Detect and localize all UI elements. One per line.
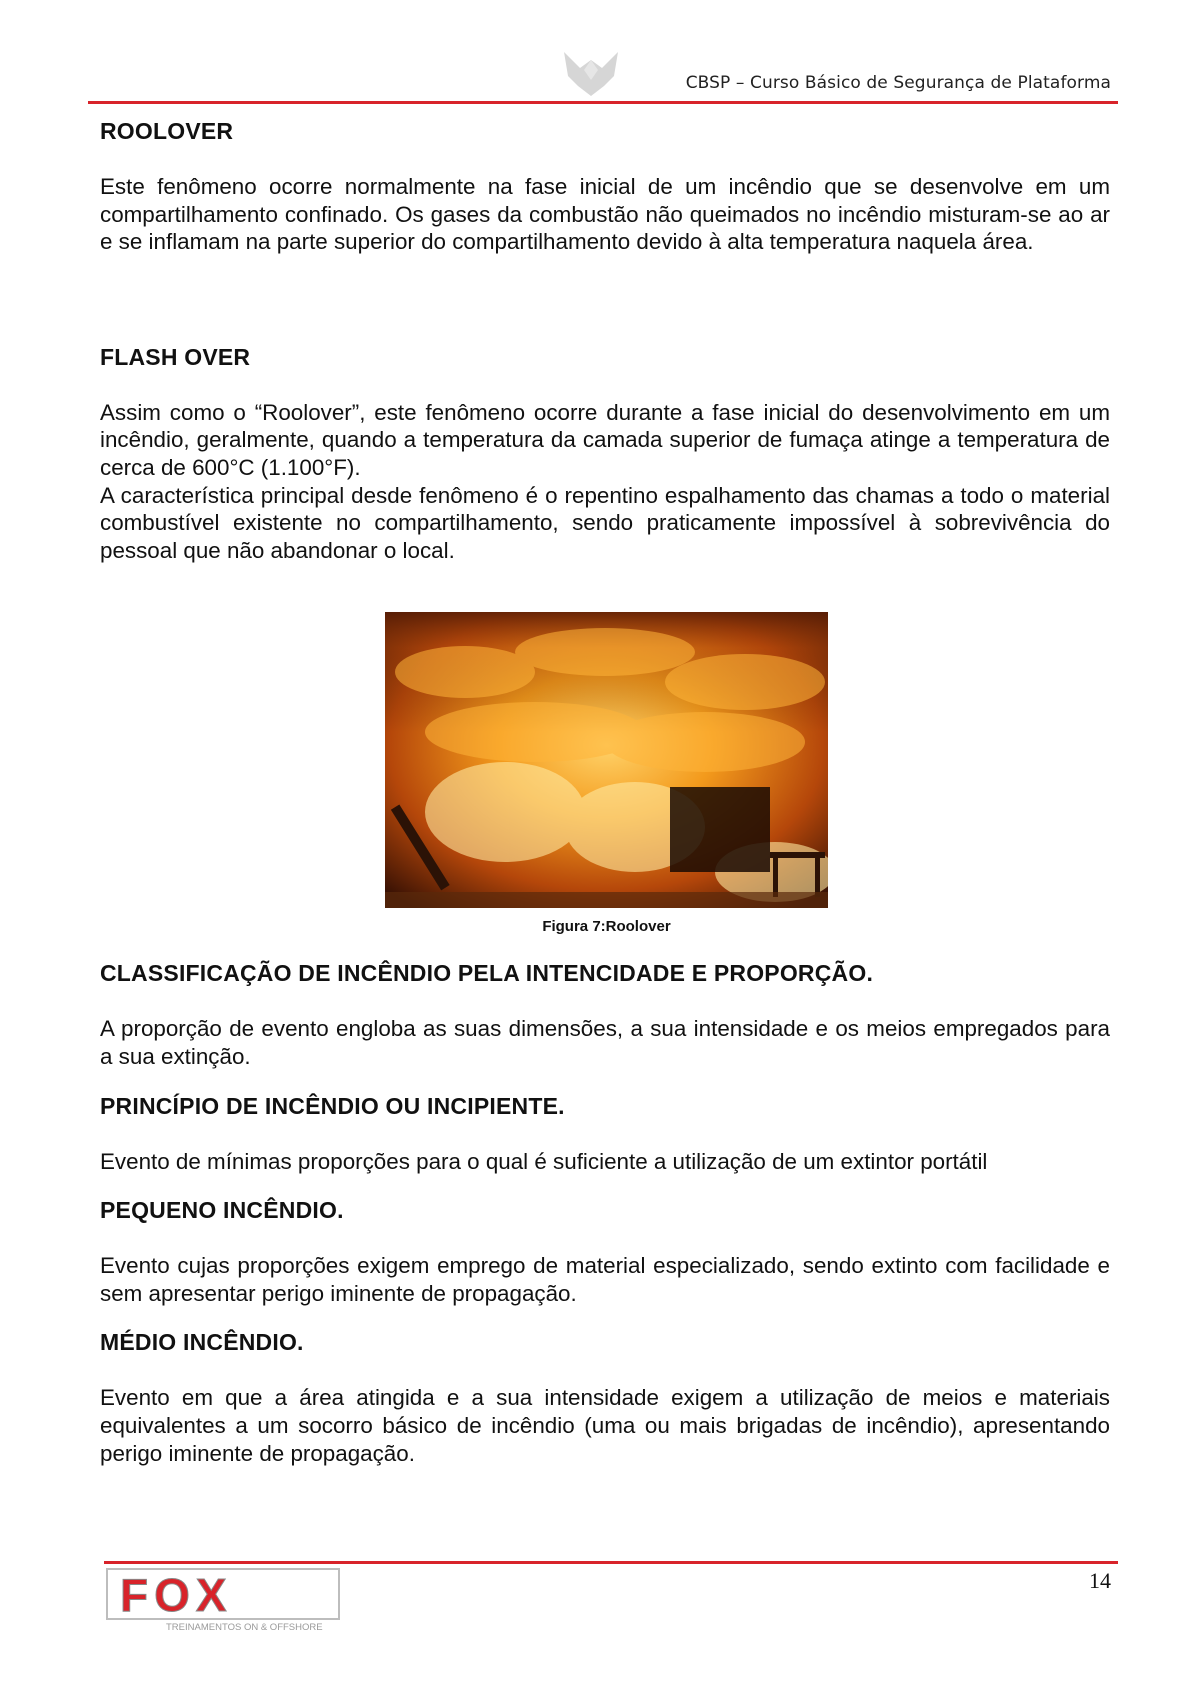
heading-flashover: FLASH OVER: [100, 343, 251, 370]
fox-logo: [106, 1568, 340, 1634]
page-number: 14: [1089, 1568, 1111, 1593]
header-title: CBSP – Curso Básico de Segurança de Plataforma: [685, 73, 1111, 93]
header-divider: [88, 101, 1118, 104]
figure-roolover-photo: [385, 612, 828, 908]
heading-roolover: ROOLOVER: [100, 118, 234, 144]
paragraph-principio: Evento de mínimas proporções para o qual é suficiente a utilização de um extintor portátil: [100, 1148, 988, 1174]
figure-caption: Figura 7:Roolover: [542, 918, 671, 935]
heading-classificacao: CLASSIFICAÇÃO DE INCÊNDIO PELA INTENCIDADE E PROPORÇÃO.: [100, 960, 874, 987]
fox-logo-text: FOX: [120, 1569, 233, 1621]
paragraph-roolover: Este fenômeno ocorre normalmente na fase inicial de um incêndio que se desenvolve em um compartilhamento confinado. Os gases da combustão não queimados no incêndio misturam-se ao ar e se inflamam na parte superior do compartilhamento devido à alta temperatura naquela área.: [100, 174, 1110, 255]
heading-pequeno: PEQUENO INCÊNDIO.: [100, 1197, 344, 1224]
heading-principio: PRINCÍPIO DE INCÊNDIO OU INCIPIENTE.: [100, 1092, 565, 1119]
paragraph-medio: Evento em que a área atingida e a sua intensidade exigem a utilização de meios e materiais equivalentes a um socorro básico de incêndio (uma ou mais brigadas de incêndio), apresentando perigo iminente de propagação.: [100, 1385, 1110, 1466]
paragraph-classificacao: A proporção de evento engloba as suas dimensões, a sua intensidade e os meios empregados para a sua extinção.: [100, 1016, 1110, 1069]
paragraph-pequeno: Evento cujas proporções exigem emprego de material especializado, sendo extinto com facilidade e sem apresentar perigo iminente de propagação.: [100, 1253, 1110, 1306]
footer-divider: [104, 1561, 1118, 1564]
fox-head-icon: [560, 50, 622, 98]
fire-image: [385, 612, 828, 908]
fox-logo-tagline: TREINAMENTOS ON & OFFSHORE: [166, 1622, 323, 1633]
paragraph-flashover-2: A característica principal desde fenômeno é o repentino espalhamento das chamas a todo o material combustível existente no compartilhamento, sendo praticamente impossível à sobrevivência do pessoal que não abandonar o local.: [100, 482, 1110, 563]
paragraph-flashover-1: Assim como o “Roolover”, este fenômeno ocorre durante a fase inicial do desenvolvimento em um incêndio, geralmente, quando a temperatura da camada superior de fumaça atinge a temperatura de cerca de 600°C (1.100°F).: [100, 399, 1110, 480]
heading-medio: MÉDIO INCÊNDIO.: [100, 1329, 304, 1356]
